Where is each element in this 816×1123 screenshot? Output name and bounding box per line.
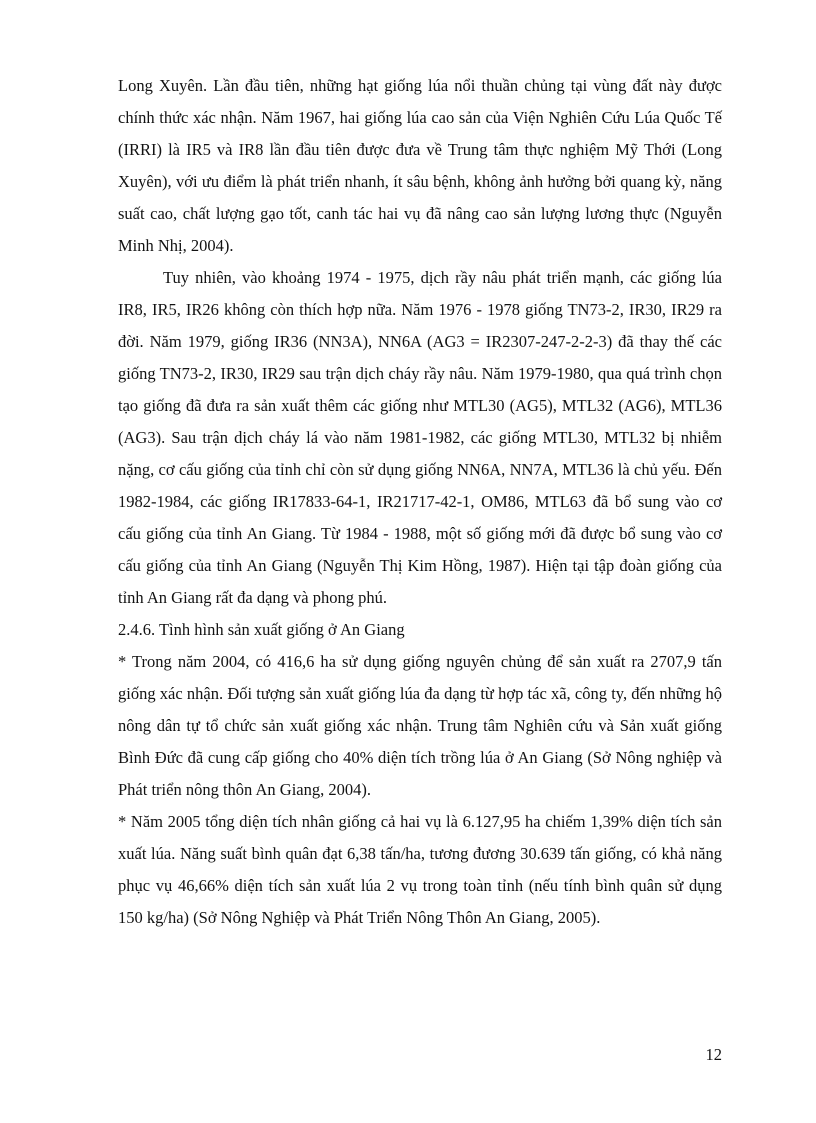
paragraph-nam-2004: * Trong năm 2004, có 416,6 ha sử dụng giống nguyên chủng để sản xuất ra 2707,9 tấn giống xác nhận. Đối tượng sản xuất giống lúa đa dạng từ hợp tác xã, công ty, đến những hộ nông dân tự tổ chức sản xuất giống xác nhận. Trung tâm Nghiên cứu và Sản xuất giống Bình Đức đã cung cấp giống cho 40% diện tích trồng lúa ở An Giang (Sở Nông nghiệp và Phát triển nông thôn An Giang, 2004). — [118, 652, 722, 799]
text-block — [118, 70, 722, 934]
section-heading-2-4-6: 2.4.6. Tình hình sản xuất giống ở An Giang — [118, 620, 405, 639]
page-number: 12 — [705, 1045, 722, 1064]
paragraph-long-xuyen: Long Xuyên. Lần đầu tiên, những hạt giống lúa nổi thuần chủng tại vùng đất này được chính thức xác nhận. Năm 1967, hai giống lúa cao sản của Viện Nghiên Cứu Lúa Quốc Tế (IRRI) là IR5 và IR8 lần đầu tiên được đưa về Trung tâm thực nghiệm Mỹ Thới (Long Xuyên), với ưu điểm là phát triển nhanh, ít sâu bệnh, không ảnh hưởng bởi quang kỳ, năng suất cao, chất lượng gạo tốt, canh tác hai vụ đã nâng cao sản lượng lương thực (Nguyễn Minh Nhị, 2004). — [118, 76, 722, 255]
paragraph-tuy-nhien: Tuy nhiên, vào khoảng 1974 - 1975, dịch rầy nâu phát triển mạnh, các giống lúa IR8, IR5, IR26 không còn thích hợp nữa. Năm 1976 - 1978 giống TN73-2, IR30, IR29 ra đời. Năm 1979, giống IR36 (NN3A), NN6A (AG3 = IR2307-247-2-2-3) đã thay thế các giống TN73-2, IR30, IR29 sau trận dịch cháy rầy nâu. Năm 1979-1980, qua quá trình chọn tạo giống đã đưa ra sản xuất thêm các giống như MTL30 (AG5), MTL32 (AG6), MTL36 (AG3). Sau trận dịch cháy lá vào năm 1981-1982, các giống MTL30, MTL32 bị nhiễm nặng, cơ cấu giống của tỉnh chỉ còn sử dụng giống NN6A, NN7A, MTL36 là chủ yếu. Đến 1982-1984, các giống IR17833-64-1, IR21717-42-1, OM86, MTL63 đã bổ sung vào cơ cấu giống của tỉnh An Giang. Từ 1984 - 1988, một số giống mới đã được bổ sung vào cơ cấu giống của tỉnh An Giang (Nguyễn Thị Kim Hồng, 1987). Hiện tại tập đoàn giống của tỉnh An Giang rất đa dạng và phong phú. — [118, 268, 722, 607]
paragraph-nam-2005: * Năm 2005 tổng diện tích nhân giống cả hai vụ là 6.127,95 ha chiếm 1,39% diện tích sản xuất lúa. Năng suất bình quân đạt 6,38 tấn/ha, tương đương 30.639 tấn giống, có khả năng phục vụ 46,66% diện tích sản xuất lúa 2 vụ trong toàn tỉnh (nếu tính bình quân sử dụng 150 kg/ha) (Sở Nông Nghiệp và Phát Triển Nông Thôn An Giang, 2005). — [118, 812, 722, 927]
